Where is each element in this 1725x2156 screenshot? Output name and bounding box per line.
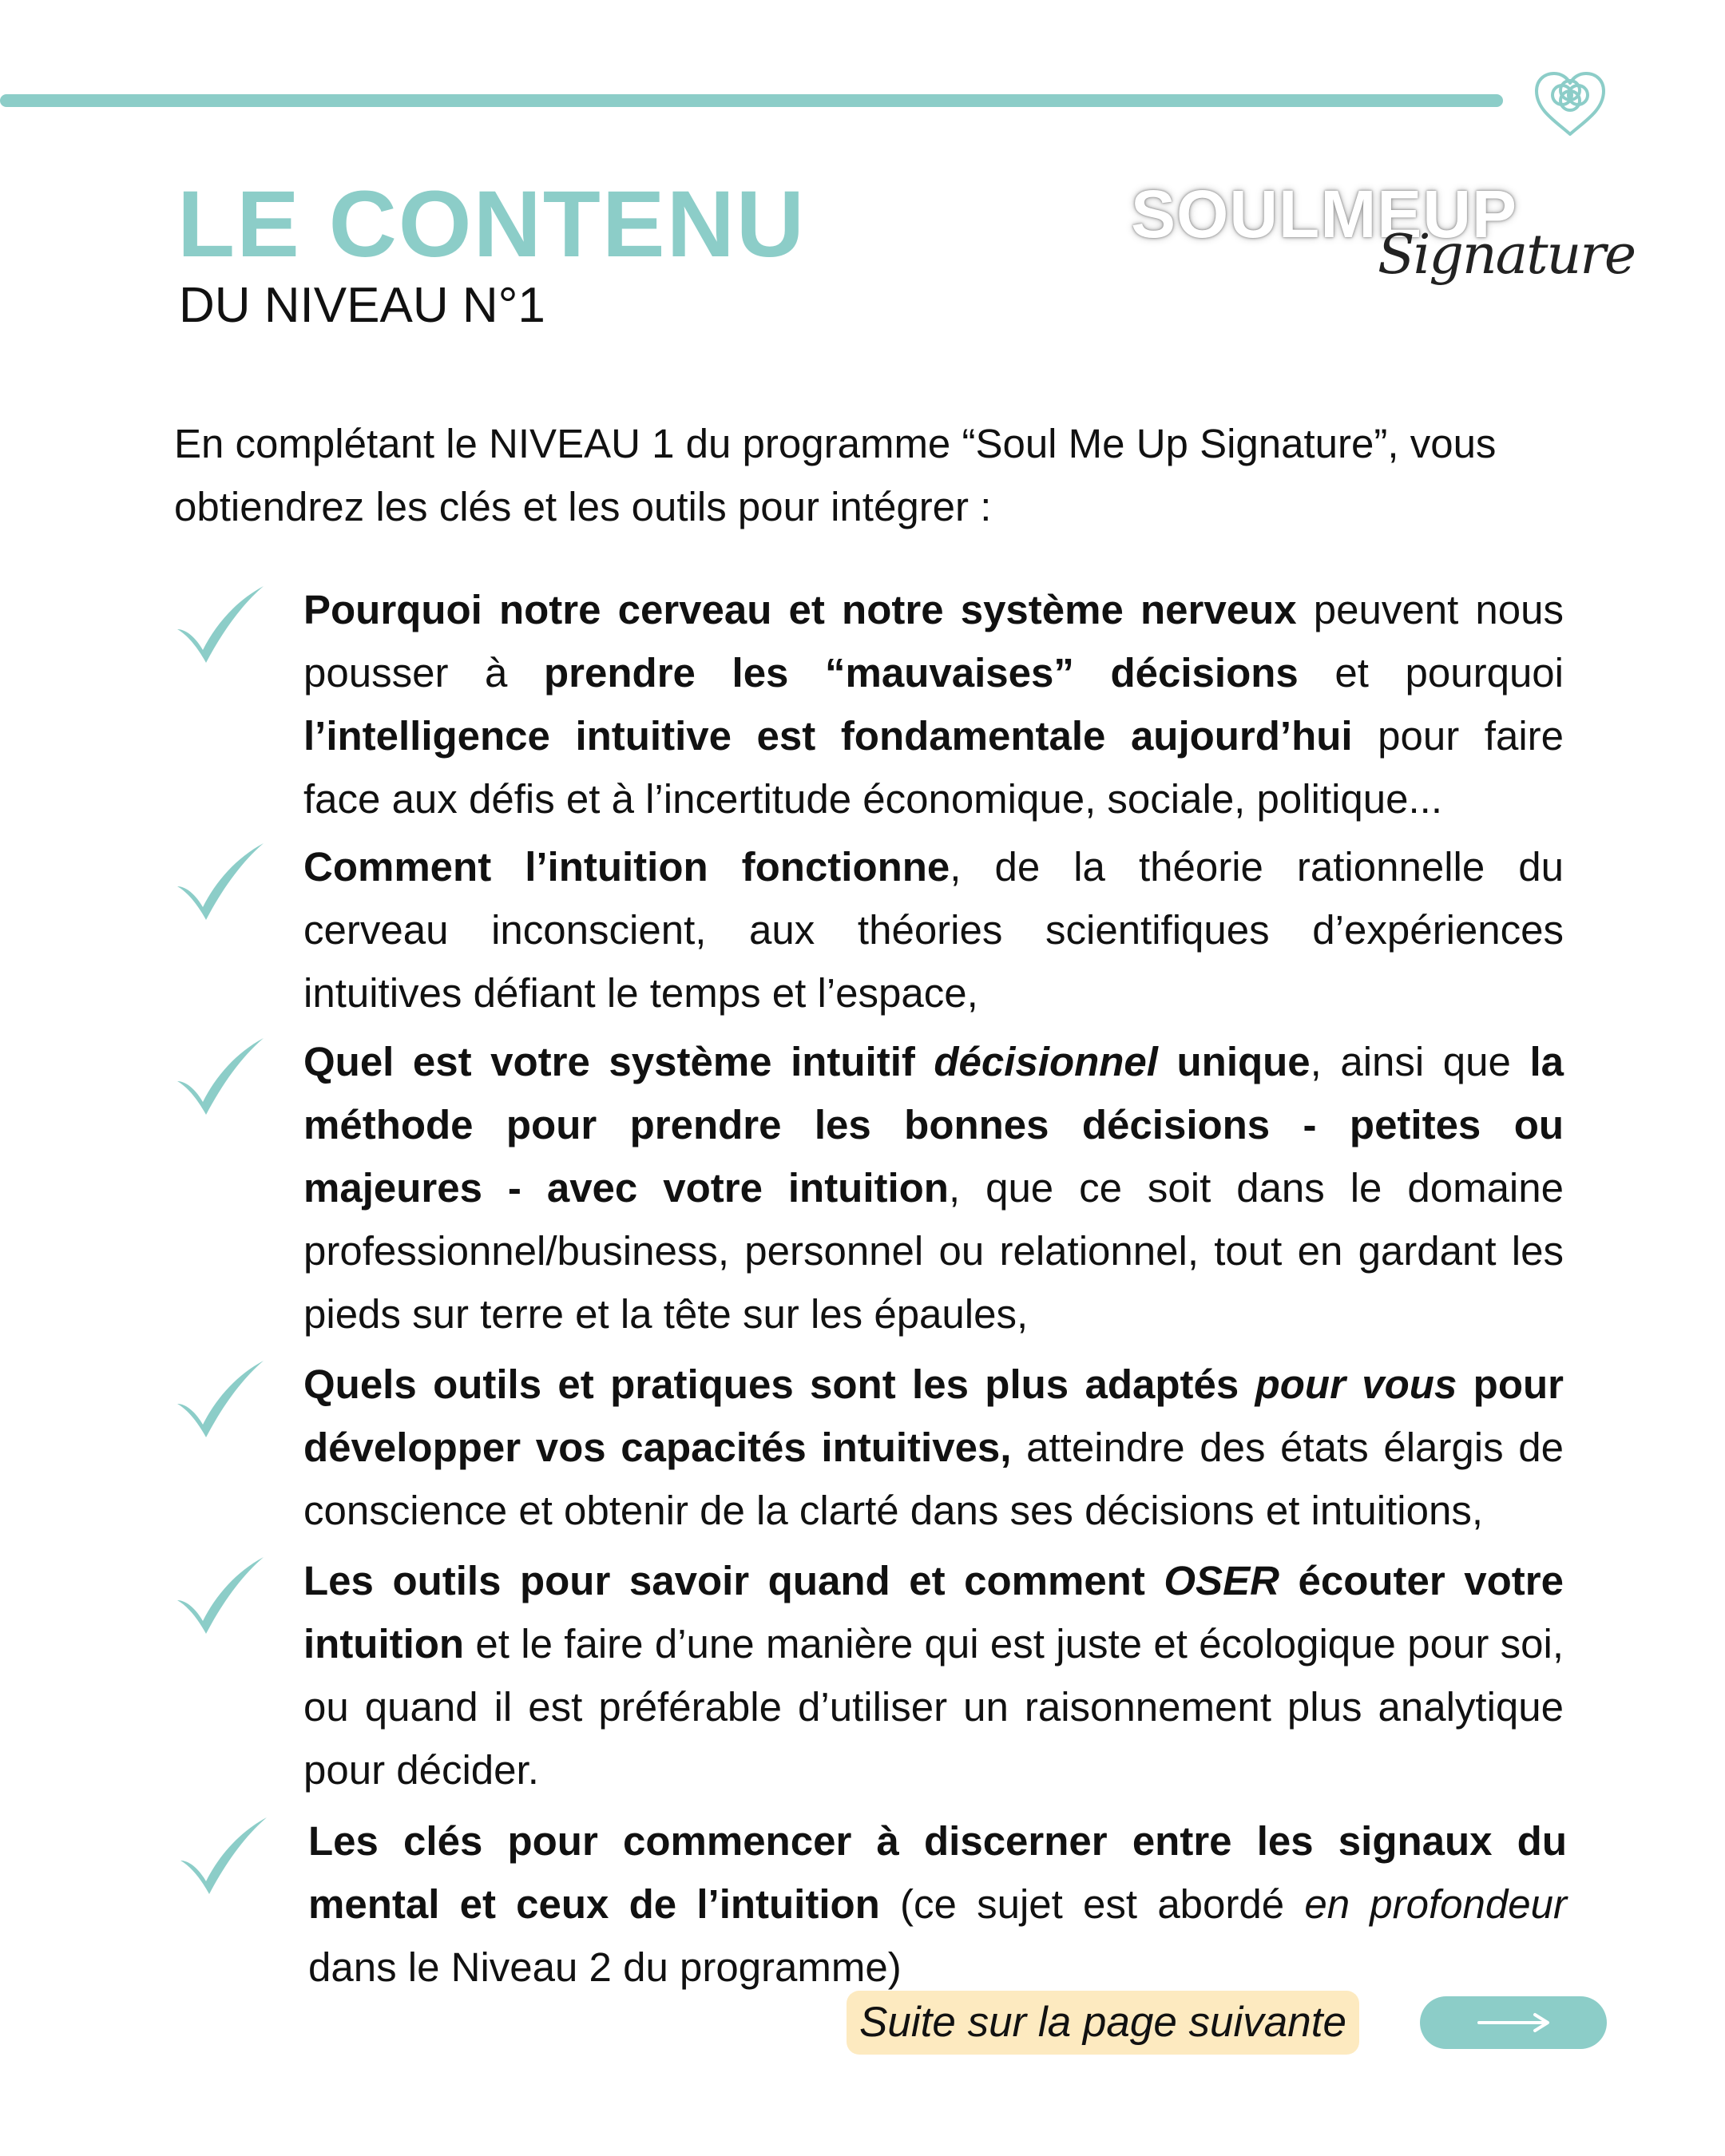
item-text: dans le Niveau 2 du programme) bbox=[308, 1944, 902, 1990]
item-text: et le faire d’une manière qui est juste et écologique pour soi, ou quand il est préférable d’utiliser un raisonnement plus analytique pour décider. bbox=[303, 1621, 1564, 1793]
item-text: , ainsi que bbox=[1310, 1039, 1530, 1084]
checkmark-icon bbox=[174, 1035, 267, 1118]
item-bold-text: la méthode pour prendre les bonnes décisions - petites ou majeures - avec votre intuition bbox=[303, 1039, 1564, 1211]
arrow-right-icon bbox=[1477, 2012, 1551, 2033]
page-subtitle: DU NIVEAU N°1 bbox=[179, 278, 545, 333]
item-bold-text: pour développer vos capacités intuitives, bbox=[303, 1361, 1564, 1470]
brand-logo bbox=[1118, 176, 1636, 308]
checkmark-icon bbox=[174, 1554, 267, 1637]
next-page-button[interactable] bbox=[1420, 1996, 1607, 2049]
checkmark-icon bbox=[174, 840, 267, 923]
item-text: , que ce soit dans le domaine professionnel/business, personnel ou relationnel, tout en gardant les pieds sur terre et la tête sur les épaules, bbox=[303, 1165, 1564, 1337]
item-bold-text: Quel est votre système intuitif bbox=[303, 1039, 934, 1084]
list-item bbox=[303, 835, 1564, 1024]
item-bold-text: Pourquoi notre cerveau et notre système nerveux bbox=[303, 587, 1297, 632]
item-text: (ce sujet est abordé bbox=[879, 1881, 1305, 1927]
checkmark-icon bbox=[174, 583, 267, 666]
checkmark-icon bbox=[177, 1814, 270, 1897]
page-title: LE CONTENU bbox=[177, 172, 806, 277]
continue-label: Suite sur la page suivante bbox=[847, 1991, 1359, 2055]
list-item bbox=[303, 578, 1564, 830]
brand-name: SOULMEUP bbox=[1131, 176, 1518, 252]
list-item bbox=[303, 1549, 1564, 1801]
item-bold-text: Quels outils et pratiques sont les plus adaptés bbox=[303, 1361, 1255, 1407]
item-bold-text: prendre les “mauvaises” décisions bbox=[544, 650, 1299, 696]
item-bold-text: Les clés pour commencer à discerner entre les signaux du mental et ceux de l’intuition bbox=[308, 1818, 1567, 1927]
item-bold-italic-text: pour vous bbox=[1255, 1361, 1457, 1407]
item-bold-text: l’intelligence intuitive est fondamentale aujourd’hui bbox=[303, 713, 1353, 759]
item-text: et pourquoi bbox=[1298, 650, 1564, 696]
item-bold-italic-text: décisionnel bbox=[934, 1039, 1158, 1084]
item-italic-text: en profondeur bbox=[1304, 1881, 1567, 1927]
item-text: , de la théorie rationnelle du cerveau inconscient, aux théories scientifiques d’expériences intuitives défiant le temps et l’espace, bbox=[303, 844, 1564, 1016]
item-text: atteindre des états élargis de conscience et obtenir de la clarté dans ses décisions et intuitions, bbox=[303, 1425, 1564, 1533]
item-text: pour faire face aux défis et à l’incertitude économique, sociale, politique... bbox=[303, 713, 1564, 822]
list-item bbox=[303, 1030, 1564, 1346]
item-bold-italic-text: OSER bbox=[1164, 1558, 1279, 1603]
item-bold-text: écouter votre intuition bbox=[303, 1558, 1564, 1667]
lotus-heart-icon bbox=[1532, 69, 1608, 137]
checkmark-icon bbox=[174, 1357, 267, 1441]
item-bold-text: Les outils pour savoir quand et comment bbox=[303, 1558, 1164, 1603]
brand-script: Signature bbox=[1378, 224, 1636, 287]
list-item bbox=[303, 1353, 1564, 1542]
item-bold-text: unique bbox=[1157, 1039, 1311, 1084]
list-item bbox=[308, 1809, 1567, 1999]
item-bold-text: Comment l’intuition fonctionne bbox=[303, 844, 950, 890]
intro-paragraph: En complétant le NIVEAU 1 du programme “Soul Me Up Signature”, vous obtiendrez les clés et les outils pour intégrer : bbox=[174, 421, 1497, 529]
item-text: peuvent nous pousser à bbox=[303, 587, 1564, 696]
top-divider bbox=[0, 94, 1503, 107]
